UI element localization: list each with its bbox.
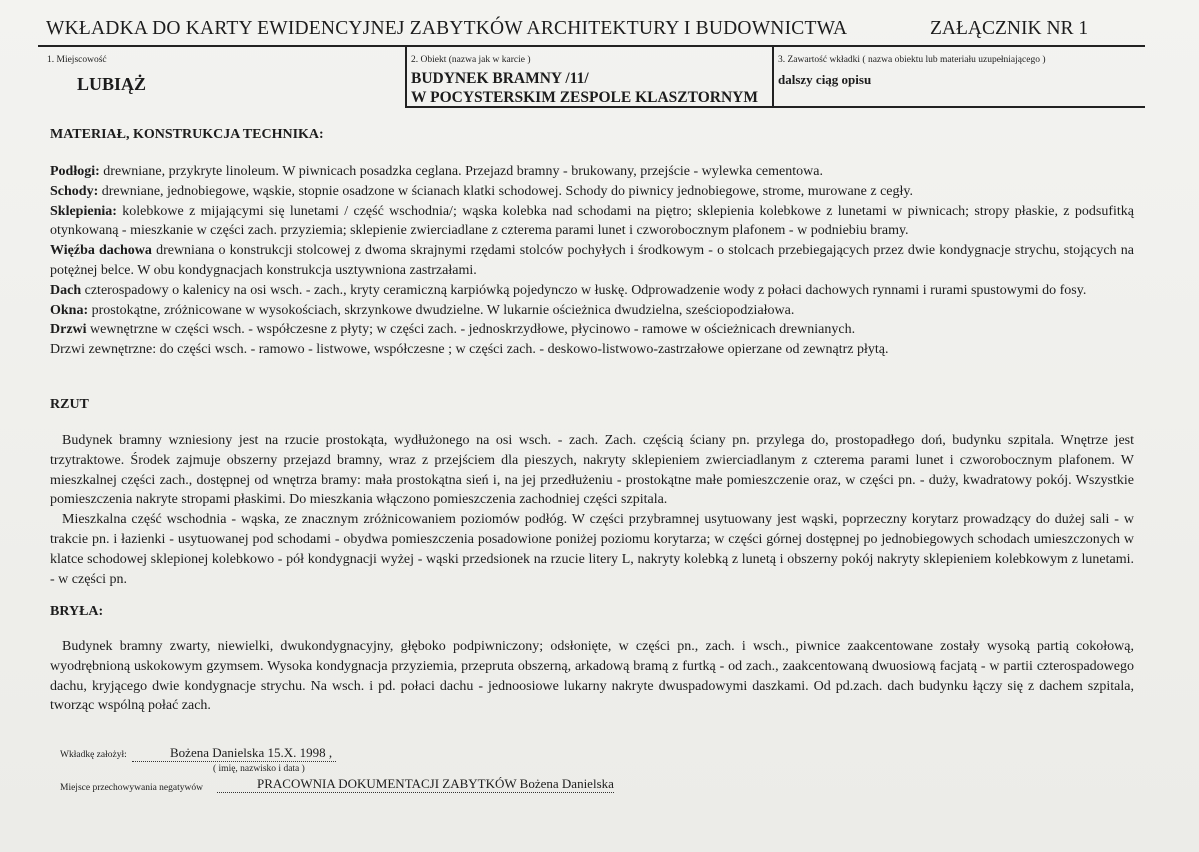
- truss-label: Więźba dachowa: [50, 243, 152, 259]
- floors-label: Podłogi:: [50, 164, 100, 179]
- content-label: 3. Zawartość wkładki ( nazwa obiektu lub materiału uzupełniającego ): [778, 55, 1046, 65]
- vaults-label: Sklepienia:: [50, 203, 117, 219]
- annex-number: ZAŁĄCZNIK NR 1: [930, 18, 1089, 39]
- box-divider-2: [772, 47, 774, 107]
- storage-value: [217, 776, 614, 793]
- mass-heading: BRYŁA:: [50, 604, 104, 619]
- truss-text: drewniana o konstrukcji stolcowej z dwoma skrajnymi rzędami stolców pochyłych i środkowym - o stolcach przebiegających przez dwie kondygnacje strychu, stojących na potężnej belce. W obu kondygnacjach konstrukcja usztywniona zastrzałami.: [50, 243, 1134, 278]
- floors-line: [50, 162, 1134, 182]
- doors-ext-line: Drzwi zewnętrzne: do części wsch. - ramowo - listwowe, współczesne ; w części zach. - deskowo-listwowo-zastrzałowe opierzane od zewnątrz płytą.: [50, 342, 889, 358]
- object-line-2: W POCYSTERSKIM ZESPOLE KLASZTORNYM: [411, 89, 758, 106]
- floors-text: drewniane, przykryte linoleum. W piwnicach posadzka ceglana. Przejazd bramny - brukowany, przejście - wylewka cementowa.: [99, 164, 823, 179]
- windows-text: prostokątne, zróżnicowane w wysokościach, skrzynkowe dwudzielne. W lukarnie ościeżnica dwudzielna, sześciopodziałowa.: [88, 302, 795, 318]
- content-value: dalszy ciąg opisu: [778, 72, 872, 87]
- plan-paragraph-2: Mieszkalna część wschodnia - wąska, ze znacznym zróżnicowaniem poziomów podłóg. W części przybramnej usytuowany jest wąski, poprzeczny korytarz prowadzący do dużej sali - w trakcie pn. i łazienki - usytuowanej pod schodami - obydwa pomieszczenia posadowione poniżej poziomu korytarza; w części górnej dostępnej po jednobiegowych schodach umieszczonych w klatce schodowej sklepionej kolebkowo - pół kondygnacji wyżej - wąski przedsionek na rzucie litery L, nakryty kolebką z lunetą i obszerny pokój nakryty sklepieniem kolebkowym z lunetami. - w części pn.: [50, 512, 1134, 587]
- stairs-label: Schody:: [50, 183, 99, 199]
- storage-label: Miejsce przechowywania negatywów: [60, 783, 203, 793]
- object-line-1: BUDYNEK BRAMNY /11/: [411, 70, 589, 87]
- material-body: [50, 162, 1134, 360]
- doors-label: Drzwi: [50, 322, 87, 338]
- mass-paragraph-1: Budynek bramny zwarty, niewielki, dwukondygnacyjny, głęboko podpiwniczony; odsłonięte, w części pn., zach. i wsch., piwnice zaakcentowane zostały wysoką partią cokołową, wyodrębnioną uskokowym gzymsem. Wysoka kondygnacja przyziemia, przepruta obszerną, arkadową bramą z furtką - od zach., zaakcentowaną dwuosiową facjatą - w partii czterospadowego dachu, kryjącego dwie kondygnacje strychu. Na wsch. i pd. połaci dachu - jednoosiowe lukarny nakryte dwuspadowymi daszkami. Od pd.zach. dach budynku łączy się z dachem szpitala, tworząc wspólną połać zach.: [50, 639, 1134, 714]
- vaults-line: [50, 202, 1134, 242]
- box-divider-1: [405, 47, 407, 107]
- roof-label: Dach: [50, 282, 82, 298]
- roof-text: czterospadowy o kalenicy na osi wsch. - zach., kryty ceramiczną karpiówką pojedynczo w łuskę. Odprowadzenie wody z połaci dachowych rynnami i rurami spustowymi do fosy.: [81, 282, 1087, 298]
- windows-line: [50, 301, 1134, 321]
- storage-value-text: PRACOWNIA DOKUMENTACJI ZABYTKÓW Bożena Danielska: [217, 776, 614, 793]
- author-value: [132, 745, 336, 762]
- plan-heading: RZUT: [50, 397, 89, 412]
- truss-line: [50, 241, 1134, 281]
- stairs-line: [50, 182, 1134, 202]
- windows-label: Okna:: [50, 302, 89, 318]
- place-value: LUBIĄŻ: [77, 74, 147, 94]
- stairs-text: drewniane, jednobiegowe, wąskie, stopnie osadzone w ścianach klatki schodowej. Schody do piwnicy jednobiegowe, strome, murowane z cegły.: [98, 183, 913, 199]
- mass-body: [50, 637, 1134, 716]
- author-label: Wkładkę założył:: [60, 750, 127, 760]
- object-label: 2. Obiekt (nazwa jak w karcie ): [411, 55, 531, 65]
- plan-paragraph-1: Budynek bramny wzniesiony jest na rzucie prostokąta, wydłużonego na osi wsch. - zach. Zach. częścią ściany pn. przylega do, prostopadłego doń, budynku szpitala. Wnętrze jest trzytraktowe. Środek zajmuje obszerny przejazd bramny, wraz z przejściem dla pieszych, nakryty sklepieniem zwierciadlanym z czterema parami lunet i czworobocznym plafonem. W mieszkalnej części zach., dostępnej od wnętrza bramy: mała prostokątna sień i, na jej przedłużeniu - prostokątne małe pomieszczenie oraz, w części pn. - duży, kwadratowy pokój. Wszystkie pomieszczenia nakryte stropami płaskimi. Do mieszkania włączono pomieszczenia zachodniej części szpitala.: [50, 433, 1134, 508]
- header-top-rule: [38, 45, 1145, 47]
- vaults-text: kolebkowe z mijającymi się lunetami / część wschodnia/; wąska kolebka nad schodami na piętro; sklepienia kolebkowe z lunetami w piwnicach; stropy płaskie, z podsufitką otynkowaną - mieszkanie w części zach. przyziemia; sklepienie zwierciadlane z czterema parami lunet i czworobocznym plafonem - w podniebiu bramy.: [50, 203, 1134, 239]
- author-value-text: Bożena Danielska 15.X. 1998 ,: [132, 745, 336, 762]
- doors-line: [50, 320, 1134, 340]
- author-hint: ( imię, nazwisko i data ): [213, 764, 305, 774]
- place-label: 1. Miejscowość: [47, 55, 107, 65]
- roof-line: [50, 281, 1134, 301]
- document-title: WKŁADKA DO KARTY EWIDENCYJNEJ ZABYTKÓW ARCHITEKTURY I BUDOWNICTWA: [46, 18, 848, 39]
- plan-body: [50, 431, 1134, 589]
- doors-text: wewnętrzne w części wsch. - współczesne z płyty; w części zach. - jednoskrzydłowe, płycinowo - ramowe w ościeżnicach drewnianych.: [86, 322, 856, 338]
- material-heading: MATERIAŁ, KONSTRUKCJA TECHNIKA:: [50, 127, 324, 142]
